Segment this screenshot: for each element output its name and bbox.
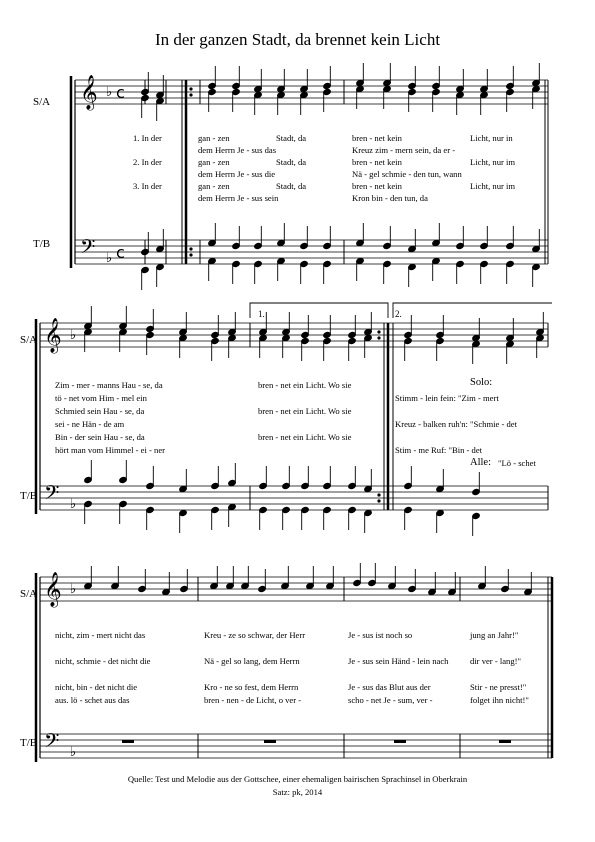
- treble-clef-icon: 𝄞: [44, 318, 62, 353]
- lyric-segment: Schmied sein Hau - se, da: [55, 406, 145, 416]
- repeat-dot: [189, 253, 192, 256]
- lyric-segment: Je - sus das Blut aus der: [348, 682, 431, 692]
- volta-second-label: 2.: [395, 309, 402, 319]
- volta-bracket-second: [393, 303, 552, 318]
- lyric-segment: Nä - gel schmie - den tun, wann: [352, 169, 462, 179]
- lyric-segment: gan - zen: [198, 133, 230, 143]
- lyric-segment: Stadt, da: [276, 181, 307, 191]
- lyric-segment: tö - net vom Him - mel ein: [55, 393, 147, 403]
- treble-clef-icon: 𝄞: [80, 75, 98, 110]
- repeat-dot: [377, 330, 380, 333]
- lyric-segment: Licht, nur im: [470, 157, 516, 167]
- flat-sign-icon: ♭: [70, 328, 77, 343]
- part-label-tb: T/B: [20, 490, 38, 502]
- flat-sign-icon: ♭: [70, 497, 77, 512]
- whole-rest: [499, 740, 511, 743]
- part-label-tb: T/B: [20, 737, 38, 749]
- solo-marking: Solo:: [470, 377, 493, 388]
- lyric-segment: "Lö - schet: [498, 458, 536, 468]
- volta-bracket-first: [250, 303, 388, 318]
- lyric-segment: bren - net ein Licht. Wo sie: [258, 432, 352, 442]
- treble-clef-icon: 𝄞: [44, 572, 62, 607]
- repeat-dot: [377, 493, 380, 496]
- bass-clef-icon: 𝄢: [80, 235, 96, 263]
- lyric-segment: dir ver - lang!": [470, 656, 521, 666]
- lyric-segment: Je - sus ist noch so: [348, 630, 413, 640]
- common-time-icon: c: [116, 243, 125, 262]
- whole-rest: [394, 740, 406, 743]
- lyric-segment: bren - net ein Licht. Wo sie: [258, 380, 352, 390]
- lyric-segment: bren - net ein Licht. Wo sie: [258, 406, 352, 416]
- repeat-dot: [189, 93, 192, 96]
- flat-sign-icon: ♭: [70, 582, 77, 597]
- lyric-segment: Kro - ne so fest, dem Herrn: [204, 682, 299, 692]
- lyric-segment: Nä - gel so lang, dem Herrn: [204, 656, 300, 666]
- setting-note: Satz: pk, 2014: [272, 787, 323, 797]
- lyric-segment: 3. In der: [133, 181, 162, 191]
- lyric-segment: jung an Jahr!": [470, 630, 519, 640]
- lyric-segment: gan - zen: [198, 181, 230, 191]
- lyric-segment: dem Herrn Je - sus das: [198, 145, 277, 155]
- whole-rest: [264, 740, 276, 743]
- lyric-segment: nicht, zim - mert nicht das: [55, 630, 146, 640]
- flat-sign-icon: ♭: [70, 745, 77, 760]
- lyric-segment: bren - nen - de Licht, o ver -: [204, 695, 302, 705]
- repeat-dot: [189, 247, 192, 250]
- part-label-sa: S/A: [20, 334, 38, 346]
- lyric-segment: Stir - ne presst!": [470, 682, 527, 692]
- lyric-segment: nicht, schmie - det nicht die: [55, 656, 151, 666]
- lyric-segment: bren - net kein: [352, 181, 402, 191]
- alle-marking: Alle:: [470, 457, 491, 468]
- lyric-segment: Stadt, da: [276, 133, 307, 143]
- lyric-segment: aus. lö - schet aus das: [55, 695, 130, 705]
- lyric-segment: Kreuz zim - mern sein, da er -: [352, 145, 456, 155]
- lyric-segment: Kreuz - balken ruh'n: "Schmie - det: [395, 419, 517, 429]
- lyric-segment: scho - net Je - sum, ver -: [348, 695, 433, 705]
- lyric-segment: hört man vom Himmel - ei - ner: [55, 445, 166, 455]
- part-label-sa: S/A: [33, 96, 51, 108]
- lyric-segment: bren - net kein: [352, 133, 402, 143]
- lyric-segment: 1. In der: [133, 133, 162, 143]
- lyric-segment: Zim - mer - manns Hau - se, da: [55, 380, 163, 390]
- lyric-segment: dem Herrn Je - sus sein: [198, 193, 279, 203]
- repeat-dot: [377, 336, 380, 339]
- lyric-segment: Stadt, da: [276, 157, 307, 167]
- lyric-segment: Kron bin - den tun, da: [352, 193, 428, 203]
- lyric-segment: 2. In der: [133, 157, 162, 167]
- lyric-segment: dem Herrn Je - sus die: [198, 169, 276, 179]
- lyric-segment: bren - net kein: [352, 157, 402, 167]
- lyric-segment: Stimm - lein fein: "Zim - mert: [395, 393, 499, 403]
- lyric-segment: Bin - der sein Hau - se, da: [55, 432, 145, 442]
- lyric-segment: Je - sus sein Händ - lein nach: [348, 656, 449, 666]
- lyric-segment: folget ihn nicht!": [470, 695, 529, 705]
- lyric-segment: Stim - me Ruf: "Bin - det: [395, 445, 483, 455]
- lyric-segment: Kreu - ze so schwar, der Herr: [204, 630, 306, 640]
- bass-clef-icon: 𝄢: [44, 481, 60, 509]
- part-label-sa: S/A: [20, 588, 38, 600]
- repeat-dot: [377, 499, 380, 502]
- flat-sign-icon: ♭: [106, 85, 113, 100]
- lyric-segment: Licht, nur im: [470, 181, 516, 191]
- whole-rest: [122, 740, 134, 743]
- flat-sign-icon: ♭: [106, 251, 113, 266]
- source-note: Quelle: Test und Melodie aus der Gottschee, einer ehemaligen bairischen Sprachinsel in Oberkrain: [127, 774, 468, 784]
- lyric-segment: gan - zen: [198, 157, 230, 167]
- bass-clef-icon: 𝄢: [44, 729, 60, 757]
- common-time-icon: c: [116, 83, 125, 102]
- song-title: In der ganzen Stadt, da brennet kein Licht: [154, 30, 441, 49]
- lyric-segment: sei - ne Hän - de am: [55, 419, 125, 429]
- volta-first-label: 1.: [258, 309, 265, 319]
- lyric-segment: Licht, nur in: [470, 133, 513, 143]
- part-label-tb: T/B: [33, 238, 51, 250]
- lyric-segment: nicht, bin - det nicht die: [55, 682, 138, 692]
- repeat-dot: [189, 87, 192, 90]
